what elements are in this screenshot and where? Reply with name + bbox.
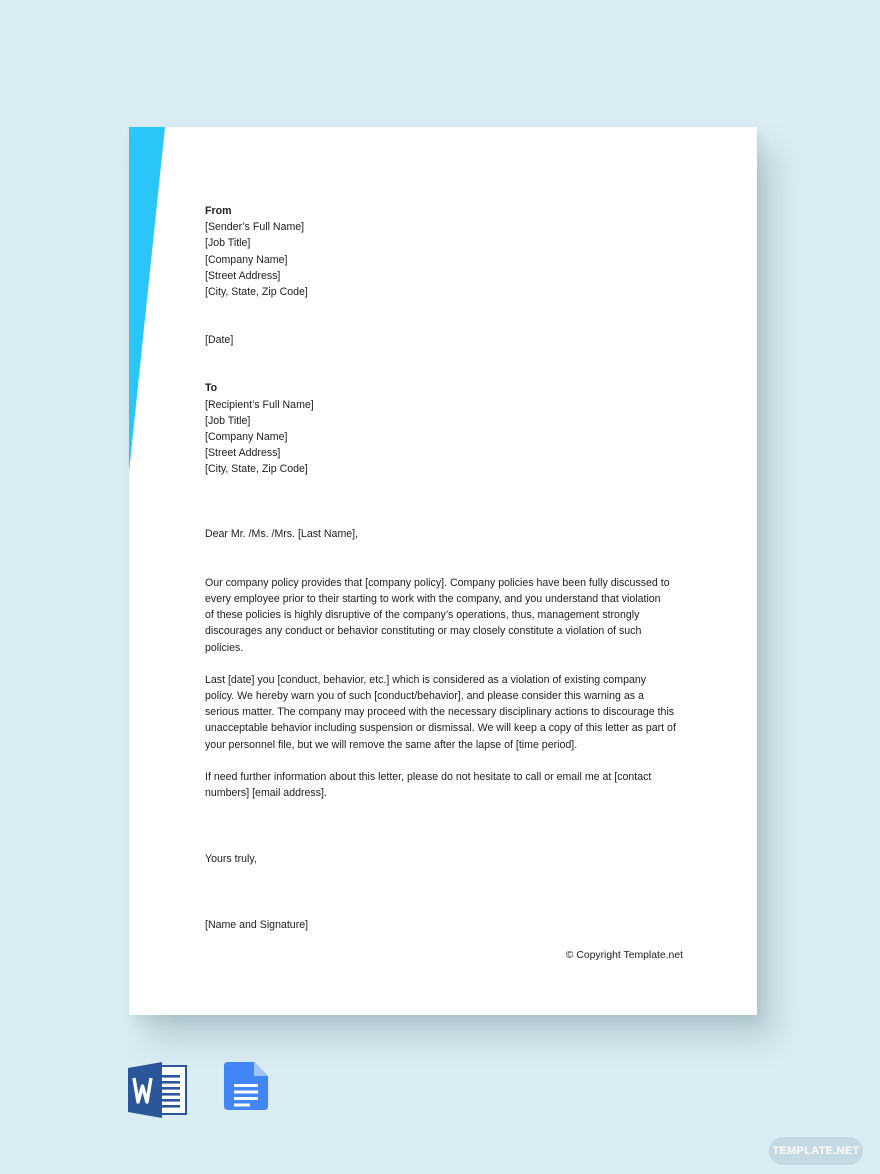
recipient-line: [City, State, Zip Code] bbox=[205, 463, 308, 476]
paragraph-line: serious matter. The company may proceed with the necessary disciplinary actions to discourage this bbox=[205, 706, 675, 719]
sender-line: [Sender’s Full Name] bbox=[205, 221, 305, 234]
signature-placeholder: [Name and Signature] bbox=[205, 919, 309, 932]
paragraph-line: If need further information about this letter, please do not hesitate to call or email me at [contact bbox=[205, 770, 652, 783]
recipient-line: [Street Address] bbox=[205, 447, 281, 460]
sender-line: [City, State, Zip Code] bbox=[205, 286, 308, 299]
document-page bbox=[129, 127, 757, 1015]
sender-line: [Street Address] bbox=[205, 269, 281, 282]
to-heading: To bbox=[205, 382, 218, 395]
body-paragraph bbox=[205, 575, 695, 656]
recipient-block bbox=[205, 380, 695, 477]
from-heading: From bbox=[205, 205, 232, 217]
body-paragraphs bbox=[205, 575, 695, 801]
sender-block bbox=[205, 203, 695, 300]
paragraph-line: discourages any conduct or behavior constituting or may closely constitute a violation of such bbox=[205, 625, 642, 638]
closing: Yours truly, bbox=[205, 853, 257, 866]
recipient-line: [Job Title] bbox=[205, 414, 251, 427]
paragraph-line: of these policies is highly disruptive of the company’s operations, thus, management strongly bbox=[205, 609, 640, 622]
accent-stripe-shape bbox=[129, 127, 165, 472]
template-net-badge[interactable]: TEMPLATE.NET bbox=[769, 1137, 863, 1165]
paragraph-line: policies. bbox=[205, 641, 244, 654]
sender-line: [Job Title] bbox=[205, 237, 251, 250]
salutation: Dear Mr. /Ms. /Mrs. [Last Name], bbox=[205, 527, 359, 540]
paragraph-line: unacceptable behavior including suspension or dismissal. We will keep a copy of this letter as part of bbox=[205, 722, 676, 735]
recipient-line: [Recipient’s Full Name] bbox=[205, 398, 314, 411]
paragraph-line: numbers] [email address]. bbox=[205, 787, 327, 800]
google-docs-icon[interactable] bbox=[224, 1062, 268, 1110]
paragraph-line: Last [date] you [conduct, behavior, etc.] which is considered as a violation of existing company bbox=[205, 673, 647, 686]
letter-body bbox=[205, 203, 695, 934]
body-paragraph bbox=[205, 672, 695, 753]
microsoft-word-icon[interactable] bbox=[128, 1062, 188, 1118]
recipient-line: [Company Name] bbox=[205, 431, 288, 444]
accent-stripe bbox=[129, 127, 169, 472]
sender-line: [Company Name] bbox=[205, 253, 288, 266]
letter-date: [Date] bbox=[205, 334, 234, 347]
paragraph-line: policy. We hereby warn you of such [conduct/behavior], and please consider this warning as a bbox=[205, 690, 644, 703]
copyright-notice: © Copyright Template.net bbox=[565, 950, 683, 961]
paragraph-line: your personnel file, but we will remove the same after the lapse of [time period]. bbox=[205, 738, 578, 751]
paragraph-line: Our company policy provides that [company policy]. Company policies have been fully discussed to bbox=[205, 576, 670, 589]
body-paragraph bbox=[205, 769, 695, 801]
paragraph-line: every employee prior to their starting to work with the company, and you understand that violation bbox=[205, 593, 661, 606]
